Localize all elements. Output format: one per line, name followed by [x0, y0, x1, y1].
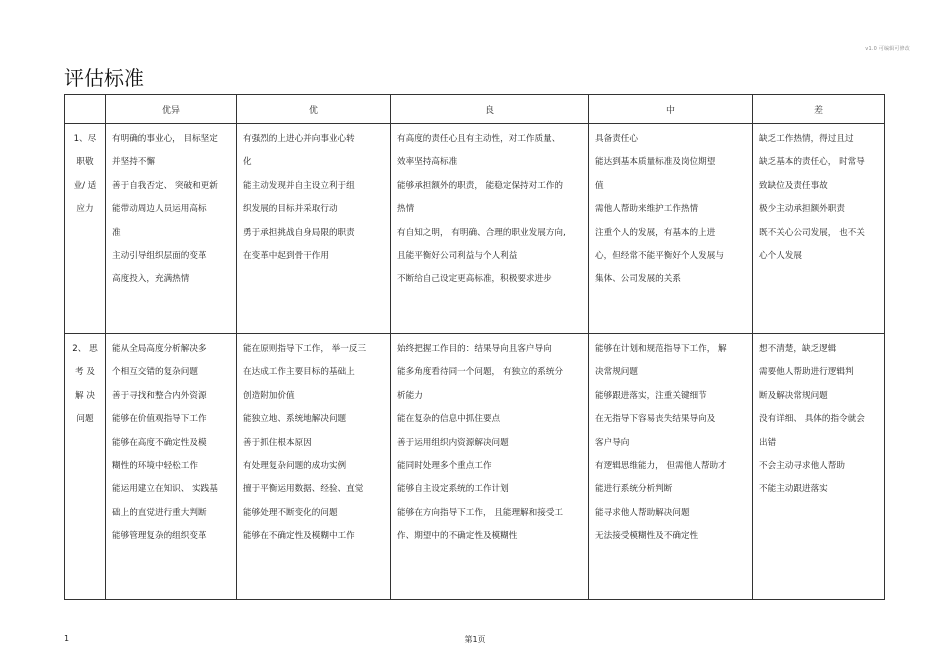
cell-text-line: 既不关心公司发展， 也不关: [759, 227, 865, 238]
cell-text-line: 能够在计划和规范指导下工作， 解: [595, 344, 727, 354]
cell-text-line: 创造附加价值: [243, 390, 295, 401]
cell-text-line: 能够在不确定性及模糊中工作: [243, 531, 355, 542]
criterion-text-line: 应力: [76, 204, 94, 215]
cell-text-line: 效率坚持高标准: [397, 157, 458, 168]
cell-text-line: 有逻辑思维能力， 但需他人帮助才: [595, 460, 727, 471]
cell-text-line: 化: [243, 157, 252, 168]
cell-text-line: 缺乏基本的责任心， 时常导: [759, 157, 865, 168]
cell-text-line: 能够在方向指导下工作， 且能理解和接受工: [397, 507, 564, 518]
cell-text-line: 心个人发展: [759, 250, 802, 261]
cell-text-line: 决常规问题: [595, 367, 638, 378]
criterion-text-line: 职敬: [76, 157, 94, 168]
table-row: [65, 124, 885, 334]
cell-text-line: 热情: [397, 204, 415, 215]
cell-text-line: 有自知之明， 有明确、合理的职业发展方向,: [397, 227, 566, 238]
cell-text-line: 致缺位及责任事故: [759, 180, 828, 191]
cell-text-line: 能多角度看待同一个问题， 有独立的系统分: [397, 367, 564, 378]
cell-text-line: 能在原则指导下工作， 举一反三: [243, 344, 367, 354]
cell-text-line: 擅于平衡运用数据、经验、直觉: [243, 484, 364, 495]
cell-text-line: 没有详细、 具体的指令就会: [759, 414, 865, 425]
cell-text-line: 勇于承担挑战自身局限的职责: [243, 227, 355, 238]
cell-text-line: 主动引导组织层面的变革: [112, 250, 207, 261]
header-row: [65, 95, 885, 124]
criterion-text-line: 业/ 适: [73, 180, 97, 191]
cell-text-line: 需要他人帮助进行逻辑判: [759, 367, 854, 378]
cell-text-line: 能进行系统分析判断: [595, 484, 673, 495]
criterion-text-line: 解 决: [75, 390, 95, 401]
cell-text-line: 能够处理不断变化的问题: [243, 507, 338, 518]
criterion-text-line: 考 及: [75, 367, 95, 378]
cell-text-line: 作、期望中的不确定性及模糊性: [397, 531, 518, 542]
cell-text-line: 高度投入，充满热情: [112, 274, 190, 285]
cell-text-line: 能达到基本质量标准及岗位期望: [595, 157, 716, 168]
cell-text-line: 础上的直觉进行重大判断: [112, 507, 207, 518]
column-header-excellent: 优异: [106, 95, 237, 124]
cell-text-line: 善于寻找和整合内外资源: [112, 390, 207, 401]
cell-text-line: 能够在高度不确定性及模: [112, 437, 207, 448]
cell-text-line: 善于自我否定、 突破和更新: [112, 180, 218, 191]
cell-text-line: 能同时处理多个重点工作: [397, 460, 492, 471]
cell-text-line: 准: [112, 227, 121, 238]
cell-text-line: 无法接受模糊性及不确定性: [595, 531, 699, 542]
cell-text-line: 能够在价值观指导下工作: [112, 414, 207, 425]
cell-excellent: [106, 334, 237, 600]
cell-text-line: 不会主动寻求他人帮助: [759, 460, 845, 471]
cell-text-line: 在达成工作主要目标的基础上: [243, 367, 355, 378]
cell-text-line: 需他人帮助来维护工作热情: [595, 204, 699, 215]
cell-text-line: 有强烈的上进心并向事业心转: [243, 134, 355, 144]
cell-fair: [391, 334, 589, 600]
cell-poor: [753, 334, 885, 600]
cell-text-line: 糊性的环境中轻松工作: [112, 460, 198, 471]
cell-text-line: 有明确的事业心， 目标坚定: [112, 134, 218, 144]
cell-text-line: 心，但经常不能平衡好个人发展与: [595, 250, 724, 261]
cell-average: [589, 124, 753, 334]
cell-excellent: [106, 124, 237, 334]
criterion-text-line: 2、 思: [72, 344, 98, 354]
cell-text-line: 能独立地、系统地解决问题: [243, 414, 347, 425]
cell-text-line: 且能平衡好公司利益与个人利益: [397, 250, 518, 261]
cell-text-line: 在变革中起到骨干作用: [243, 250, 329, 261]
cell-text-line: 注重个人的发展，有基本的上进: [595, 227, 716, 238]
cell-good: [237, 334, 391, 600]
cell-text-line: 能够管理复杂的组织变革: [112, 531, 207, 542]
page-title: 评估标准: [64, 66, 144, 90]
cell-text-line: 在无指导下容易丧失结果导向及: [595, 414, 716, 425]
cell-text-line: 能寻求他人帮助解决问题: [595, 507, 690, 518]
cell-text-line: 具备责任心: [595, 134, 638, 144]
cell-text-line: 始终把握工作目的：结果导向且客户导向: [397, 344, 552, 354]
cell-text-line: 能主动发现并自主设立利于组: [243, 180, 355, 191]
cell-text-line: 个相互交错的复杂问题: [112, 367, 198, 378]
cell-text-line: 断及解决常规问题: [759, 390, 828, 401]
cell-text-line: 集体、公司发展的关系: [595, 274, 681, 285]
page-number: 第1页: [464, 635, 486, 644]
column-header-criteria: [65, 95, 106, 124]
evaluation-table: [64, 94, 885, 600]
cell-text-line: 出错: [759, 437, 777, 448]
cell-text-line: 能在复杂的信息中抓住要点: [397, 414, 501, 425]
cell-text-line: 析能力: [397, 390, 423, 401]
cell-text-line: 想不清楚，缺乏逻辑: [759, 344, 837, 354]
cell-good: [237, 124, 391, 334]
cell-text-line: 能从全局高度分析解决多: [112, 344, 207, 354]
table-row: [65, 334, 885, 600]
cell-text-line: 善于运用组织内资源解决问题: [397, 437, 509, 448]
header-note: v1.0 可编辑可修改: [865, 46, 910, 52]
row-criterion-cell: [65, 334, 106, 600]
cell-text-line: 能够自主设定系统的工作计划: [397, 484, 509, 495]
column-header-good: 优: [237, 95, 391, 124]
cell-text-line: 织发展的目标并采取行动: [243, 204, 338, 215]
cell-text-line: 不断给自己设定更高标准，积极要求进步: [397, 274, 552, 285]
cell-poor: [753, 124, 885, 334]
column-header-fair: 良: [391, 95, 589, 124]
cell-text-line: 客户导向: [595, 437, 630, 448]
column-header-poor: 差: [753, 95, 885, 124]
criterion-text-line: 1、尽: [73, 134, 97, 144]
cell-text-line: 善于抓住根本原因: [243, 437, 312, 448]
cell-text-line: 能运用建立在知识、 实践基: [112, 484, 218, 495]
cell-text-line: 并坚持不懈: [112, 157, 155, 168]
cell-text-line: 不能主动跟进落实: [759, 484, 828, 495]
cell-text-line: 值: [595, 180, 604, 191]
cell-fair: [391, 124, 589, 334]
cell-text-line: 能带动周边人员运用高标: [112, 204, 207, 215]
row-criterion-cell: [65, 124, 106, 334]
cell-text-line: 有处理复杂问题的成功实例: [243, 460, 347, 471]
cell-text-line: 极少主动承担额外职责: [759, 204, 845, 215]
cell-text-line: 能够承担额外的职责， 能稳定保持对工作的: [397, 180, 564, 191]
criterion-text-line: 问题: [76, 414, 94, 425]
footer-number: 1: [64, 634, 70, 643]
cell-average: [589, 334, 753, 600]
cell-text-line: 缺乏工作热情，得过且过: [759, 134, 854, 144]
column-header-average: 中: [589, 95, 753, 124]
cell-text-line: 有高度的责任心且有主动性，对工作质量、: [397, 134, 561, 144]
cell-text-line: 能够跟进落实，注重关键细节: [595, 390, 707, 401]
